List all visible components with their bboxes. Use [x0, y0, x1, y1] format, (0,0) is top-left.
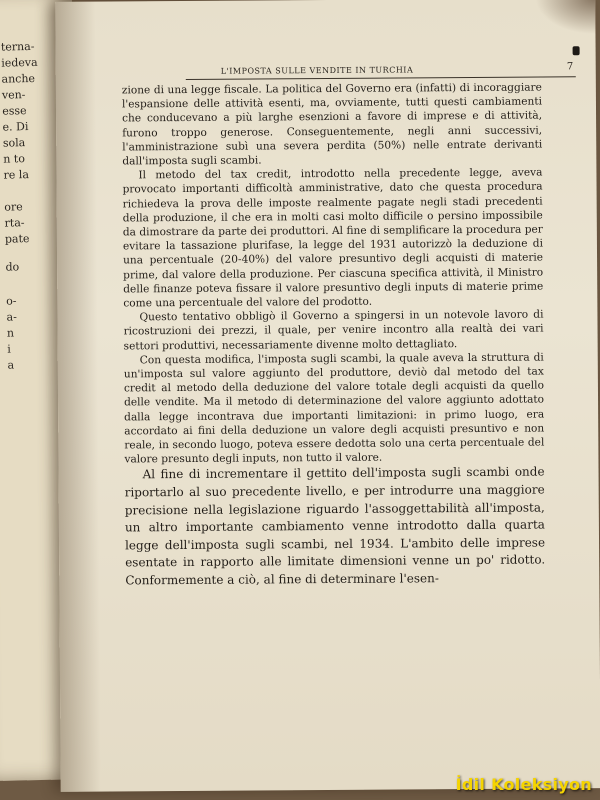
page-number: 7 [566, 61, 574, 73]
left-page-fragment: ven- [1, 88, 26, 102]
left-page-fragment: n to [3, 152, 26, 166]
watermark: İdil Koleksiyon [455, 775, 592, 794]
paragraph: Al fine di incrementare il gettito dell'imposta sugli scambi onde riportarlo al suo precedente livello, e per introdurre una maggiore precisione nella legislazione riguardo l'assoggettabilità all'imposta, un altro importante cambiamento venne introdotto dalla quarta legge dell'imposta sugli scambi, nel 1934. L'ambito delle imprese esentate in rapporto alle limitate dimensioni venne un po' ridotto. Conformemente a ciò, al fine di determinare l'esen- [124, 464, 546, 588]
ink-stain [573, 46, 580, 55]
book-page [55, 0, 600, 792]
left-page-fragment: a [7, 358, 15, 372]
paragraph: Il metodo del tax credit, introdotto nella precedente legge, aveva provocato importanti difficoltà amministrative, dato che questa procedura richiedeva la prova delle imposte realmente pagate negli stadi precedenti della produzione, il che era in molti casi molto difficile o persino impossibile da dimostrare da parte dei produttori. Al fine di semplificare la procedura per evitare la tassazione plurifase, la legge del 1931 autorizzò la deduzione di una percentuale (20-40%) del valore presuntivo degli acquisti di materie prime, dal valore della produzione. Per ciascuna specifica attività, il Ministro delle finanze poteva fissare il valore presuntivo degli inputs di materie prime come una percentuale del valore del prodotto. [122, 166, 544, 310]
left-page-fragment: pate [4, 232, 30, 246]
paragraph: Con questa modifica, l'imposta sugli scambi, la quale aveva la struttura di un'imposta sul valore aggiunto del produttore, deviò dal metodo del tax credit al metodo della deduzione del valore totale degli acquisti da quello delle vendite. Ma il metodo di determinazione del valore aggiunto adottato dalla legge incontrava due importanti limitazioni: in primo luogo, era accordato ai fini della deduzione un valore degli acquisti presuntivo e non reale, in secondo luogo, poteva essere dedotta solo una certa percentuale del valore presunto degli inputs, non tutto il valore. [123, 351, 545, 466]
running-header [186, 62, 576, 80]
running-title: L'IMPOSTA SULLE VENDITE IN TURCHIA [220, 65, 414, 76]
left-page-fragment: ore [4, 200, 23, 214]
left-page-fragment: n [6, 326, 15, 340]
left-page-fragment: anche [1, 71, 36, 86]
left-page-fragment: iedeva [1, 55, 38, 70]
left-page-fragment: e. Di [2, 120, 29, 134]
left-page-fragment: re la [3, 168, 30, 182]
left-page-fragment: terna- [0, 39, 35, 54]
gutter-shadow [55, 2, 101, 792]
paragraph: zione di una legge fiscale. La politica del Governo era (infatti) di incoraggiare l'espansione delle attività esenti, ma, ovviamente, tutti questi cambiamenti che conducevano a più larghe esenzioni a favore di imprese e di attività, furono troppo generose. Conseguentemente, negli anni successivi, l'amministrazione subì una severa perdita (50%) nelle entrate derivanti dall'imposta sugli scambi. [121, 81, 543, 168]
left-page-fragment: i [7, 342, 11, 356]
left-page-fragment: sola [2, 136, 26, 150]
worn-corner [535, 0, 595, 35]
left-page-fragment: a- [6, 310, 17, 324]
left-page-fragment: do [5, 260, 20, 274]
left-page-fragment: esse [2, 104, 27, 118]
paragraph: Questo tentativo obbligò il Governo a spingersi in un notevole lavoro di ricostruzioni dei prezzi, il quale, per venire incontro alla realtà dei vari settori produttivi, necessariamente divenne molto dettagliato. [123, 308, 544, 353]
left-page-fragment: o- [6, 294, 17, 308]
body-text [122, 80, 546, 590]
left-page-fragment: rta- [4, 216, 25, 230]
